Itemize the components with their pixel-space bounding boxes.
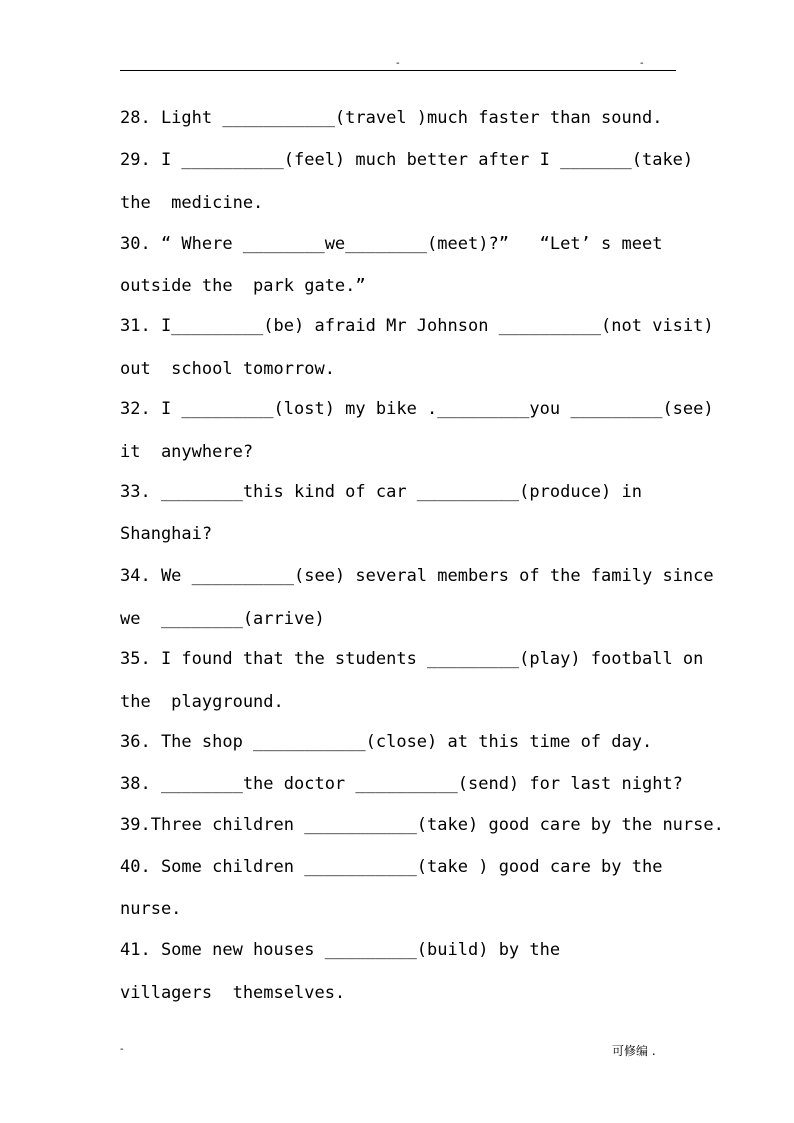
exercise-line: it anywhere? bbox=[120, 442, 254, 462]
header-mark-left: - bbox=[396, 58, 400, 69]
exercise-line: 28. Light ___________(travel )much faster than sound. bbox=[120, 108, 663, 128]
exercise-line: 36. The shop ___________(close) at this time of day. bbox=[120, 732, 653, 752]
exercise-line: 34. We __________(see) several members of the family since bbox=[120, 566, 714, 586]
exercise-line: 29. I __________(feel) much better after I _______(take) bbox=[120, 150, 694, 170]
header-mark-right: - bbox=[640, 58, 644, 69]
exercise-line: the playground. bbox=[120, 692, 284, 712]
exercise-line: outside the park gate.” bbox=[120, 276, 366, 296]
exercise-line: villagers themselves. bbox=[120, 983, 346, 1003]
exercise-line: 38. ________the doctor __________(send) for last night? bbox=[120, 774, 683, 794]
exercise-line: Shanghai? bbox=[120, 524, 213, 544]
exercise-line: 40. Some children ___________(take ) good care by the bbox=[120, 857, 663, 877]
exercise-line: we ________(arrive) bbox=[120, 609, 325, 629]
exercise-line: the medicine. bbox=[120, 193, 264, 213]
exercise-line: 32. I _________(lost) my bike ._________you _________(see) bbox=[120, 399, 714, 419]
exercise-line: out school tomorrow. bbox=[120, 359, 335, 379]
footer-mark: - bbox=[120, 1044, 124, 1055]
exercise-line: 31. I_________(be) afraid Mr Johnson __________(not visit) bbox=[120, 316, 714, 336]
exercise-line: 33. ________this kind of car __________(produce) in bbox=[120, 482, 642, 502]
exercise-line: 39.Three children ___________(take) good care by the nurse. bbox=[120, 815, 724, 835]
exercise-line: 41. Some new houses _________(build) by the bbox=[120, 940, 561, 960]
header-rule bbox=[120, 70, 676, 71]
exercise-line: 30. “ Where ________we________(meet)?” “Let’ s meet bbox=[120, 234, 663, 254]
exercise-line: 35. I found that the students _________(play) football on bbox=[120, 649, 704, 669]
exercise-line: nurse. bbox=[120, 899, 182, 919]
footer-editable-note: 可修编 . bbox=[612, 1044, 656, 1058]
